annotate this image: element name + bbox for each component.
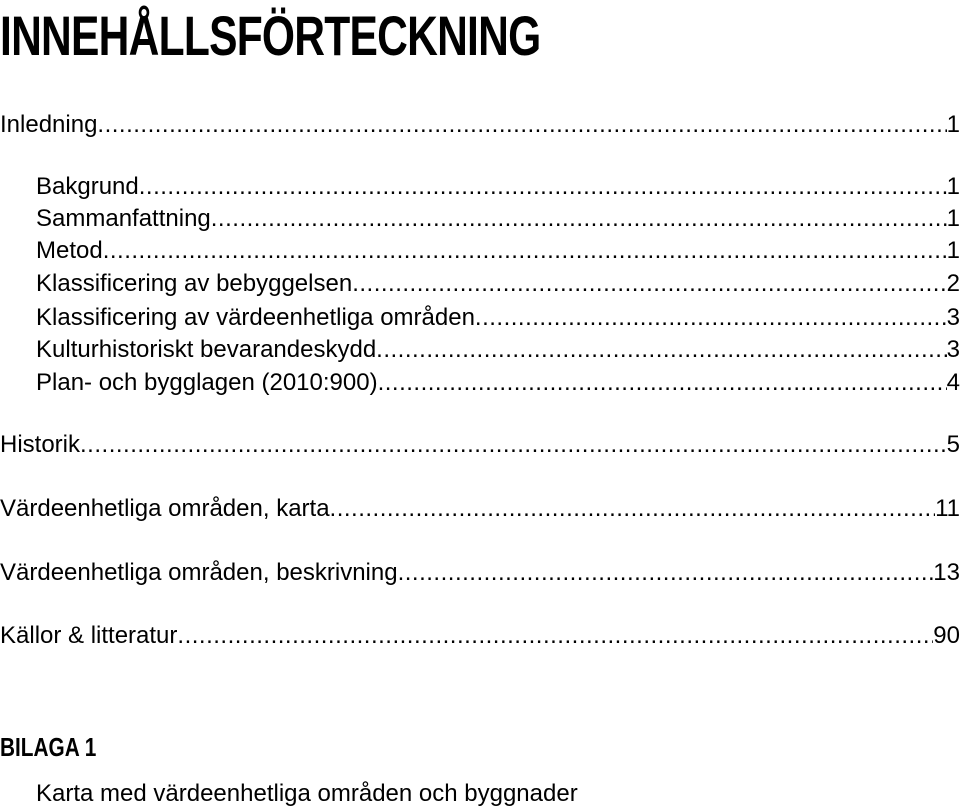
toc-page-number: 5 (946, 431, 960, 458)
toc-entry-label: Bakgrund (36, 173, 139, 200)
toc-leader (398, 557, 934, 589)
toc-entry-sammanfattning[interactable] (36, 203, 960, 235)
toc-entry-label: Plan- och bygglagen (2010:900) (36, 369, 378, 396)
toc-entry-omraden-karta[interactable] (0, 493, 960, 525)
toc-entry-klassificering-omraden[interactable] (36, 302, 960, 334)
toc-entry-kallor-litteratur[interactable] (0, 620, 960, 652)
toc-page-number: 90 (933, 622, 960, 649)
toc-entry-historik[interactable] (0, 429, 960, 461)
toc-leader (80, 429, 947, 461)
toc-leader (103, 235, 947, 267)
toc-leader (330, 493, 936, 525)
appendix-description: Karta med värdeenhetliga områden och byggnader (36, 780, 578, 807)
toc-leader (475, 302, 947, 334)
toc-leader (352, 268, 946, 300)
toc-entry-label: Inledning (0, 111, 98, 138)
toc-leader (378, 367, 947, 399)
toc-page-number: 3 (946, 336, 960, 363)
toc-entry-label: Värdeenhetliga områden, beskrivning (0, 559, 398, 586)
toc-page-number: 13 (933, 559, 960, 586)
toc-entry-label: Historik (0, 431, 81, 458)
toc-entry-label: Metod (36, 237, 103, 264)
toc-entry-inledning[interactable] (0, 109, 960, 141)
toc-entry-bakgrund[interactable] (36, 171, 960, 203)
toc-entry-klassificering-bebyggelsen[interactable] (36, 268, 960, 300)
toc-entry-label: Klassificering av värdeenhetliga områden (36, 304, 475, 331)
toc-page-number: 4 (946, 369, 960, 396)
toc-page-number: 11 (935, 495, 960, 522)
page-title: INNEHÅLLSFÖRTECKNING (0, 4, 541, 67)
toc-leader (211, 203, 947, 235)
toc-entry-omraden-beskrivning[interactable] (0, 557, 960, 589)
toc-leader (139, 171, 947, 203)
toc-entry-label: Kulturhistoriskt bevarandeskydd (36, 336, 377, 363)
toc-entry-label: Klassificering av bebyggelsen (36, 270, 353, 297)
toc-page-number: 1 (946, 111, 960, 138)
toc-leader (177, 620, 933, 652)
toc-page-number: 2 (946, 270, 960, 297)
toc-leader (97, 109, 946, 141)
toc-page-number: 1 (946, 237, 960, 264)
toc-entry-plan-och-bygglagen[interactable] (36, 367, 960, 399)
toc-page-number: 1 (946, 205, 960, 232)
toc-entry-label: Sammanfattning (36, 205, 211, 232)
toc-entry-metod[interactable] (36, 235, 960, 267)
toc-entry-label: Värdeenhetliga områden, karta (0, 495, 330, 522)
toc-entry-label: Källor & litteratur (0, 622, 178, 649)
toc-page-number: 3 (946, 304, 960, 331)
appendix-title: BILAGA 1 (0, 732, 97, 762)
toc-page-number: 1 (946, 173, 960, 200)
toc-entry-bevarandeskydd[interactable] (36, 334, 960, 366)
toc-leader (376, 334, 946, 366)
